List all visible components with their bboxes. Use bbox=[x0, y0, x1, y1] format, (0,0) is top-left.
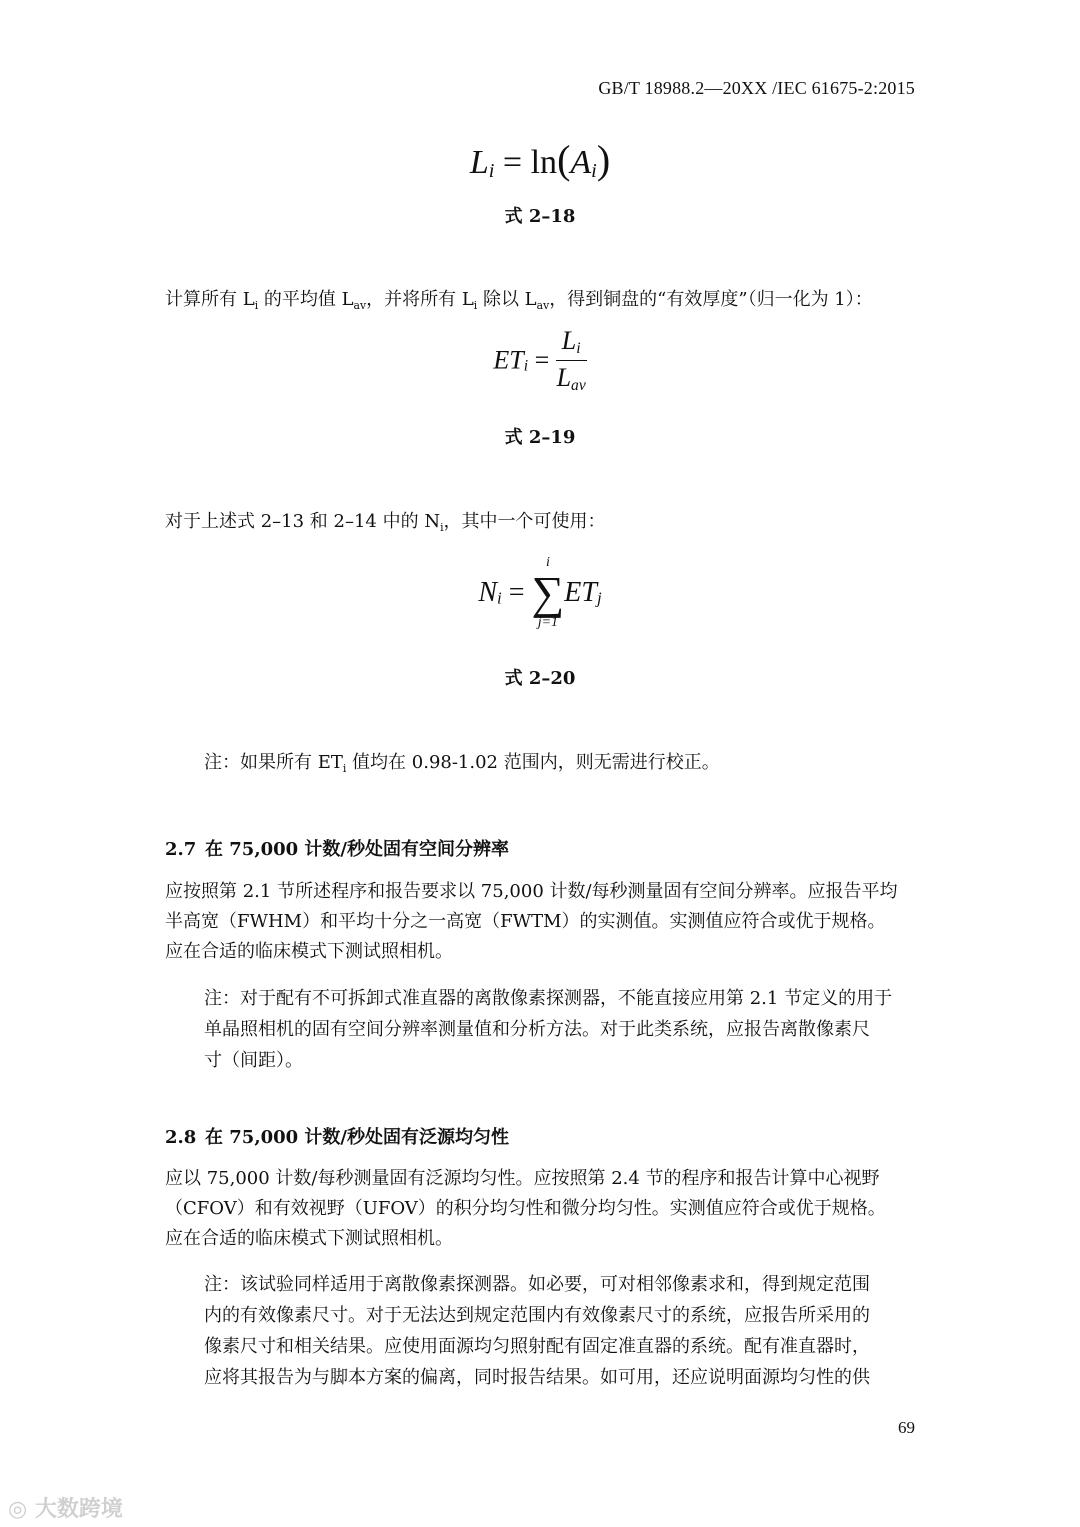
p2-text-a: 对于上述式 2–13 和 2–14 中的 N bbox=[165, 511, 441, 532]
eq20-term: ET bbox=[564, 577, 597, 608]
eq19-equals: = bbox=[534, 345, 550, 375]
p1-text-e: ，得到铜盘的“有效厚度”（归一化为 1）： bbox=[549, 289, 873, 310]
eq19-numerator bbox=[556, 326, 587, 361]
section-2-8-line-3: 应在合适的临床模式下测试照相机。 bbox=[165, 1228, 453, 1249]
section-2-7-body bbox=[165, 877, 925, 967]
section-2-8-number: 2.8 bbox=[165, 1127, 197, 1148]
section-2-7-heading bbox=[165, 835, 509, 861]
section-2-7-note bbox=[204, 983, 924, 1076]
section-2-7-note-line-2: 单晶照相机的固有空间分辨率测量值和分析方法。对于此类系统，应报告离散像素尺 bbox=[204, 1019, 870, 1040]
eq20-sum-symbol: ∑ bbox=[531, 567, 565, 618]
p1-text-b: 的平均值 L bbox=[258, 289, 354, 310]
section-2-8-heading bbox=[165, 1123, 509, 1149]
p1-text-c: ，并将所有 L bbox=[366, 289, 474, 310]
eq18-arg-sub: i bbox=[591, 160, 597, 182]
p1-text-a: 计算所有 L bbox=[165, 289, 255, 310]
section-2-7-line-3: 应在合适的临床模式下测试照相机。 bbox=[165, 941, 453, 962]
eq18-func: ln bbox=[530, 144, 558, 181]
p1-sub-1: i bbox=[254, 299, 259, 312]
equation-2-18 bbox=[0, 136, 1080, 183]
note1-text-b: 值均在 0.98-1.02 范围内，则无需进行校正。 bbox=[346, 752, 720, 773]
watermark-logo-icon: ◎ bbox=[8, 1497, 35, 1522]
paragraph-effective-thickness bbox=[165, 285, 925, 321]
eq18-arg: A bbox=[570, 144, 592, 181]
eq19-fraction bbox=[556, 326, 587, 395]
note1-text-a: 注：如果所有 ET bbox=[204, 752, 343, 773]
equation-2-19 bbox=[0, 326, 1080, 395]
section-2-7-line-1: 应按照第 2.1 节所述程序和报告要求以 75,000 计数/每秒测量固有空间分辨率。应报告平均 bbox=[165, 881, 898, 902]
eq20-equals: = bbox=[508, 577, 525, 608]
note1-sub: i bbox=[342, 762, 347, 775]
p1-sub-3: i bbox=[473, 299, 478, 312]
section-2-8-note-line-3: 像素尺寸和相关结果。应使用面源均匀照射配有固定准直器的系统。配有准直器时， bbox=[204, 1336, 870, 1357]
section-2-8-body bbox=[165, 1164, 925, 1254]
eq19-num-var: L bbox=[561, 326, 577, 355]
section-2-7-title: 在 75,000 计数/秒处固有空间分辨率 bbox=[205, 839, 509, 860]
page-number: 69 bbox=[898, 1418, 915, 1437]
eq18-open-paren: ( bbox=[557, 137, 571, 182]
equation-label-2-18: 式 2–18 bbox=[504, 206, 576, 227]
eq19-lhs-sub: i bbox=[523, 357, 529, 375]
section-2-8-title: 在 75,000 计数/秒处固有泛源均匀性 bbox=[205, 1127, 509, 1148]
p1-text-d: 除以 L bbox=[477, 289, 537, 310]
eq20-lhs-sub: i bbox=[497, 588, 502, 608]
eq18-close-paren: ) bbox=[596, 137, 611, 182]
section-2-7-note-line-3: 寸（间距）。 bbox=[204, 1050, 303, 1071]
eq19-denominator bbox=[556, 361, 587, 395]
section-2-8-note-line-1: 注：该试验同样适用于离散像素探测器。如必要，可对相邻像素求和，得到规定范围 bbox=[204, 1274, 870, 1295]
p1-sub-4: av bbox=[536, 299, 550, 312]
equation-label-2-20: 式 2–20 bbox=[504, 668, 576, 689]
eq19-lhs: ET bbox=[493, 345, 524, 375]
eq18-equals: = bbox=[502, 144, 523, 181]
eq20-sum-upper: i bbox=[545, 555, 550, 570]
section-2-7-number: 2.7 bbox=[165, 839, 197, 860]
section-2-8-note bbox=[204, 1269, 924, 1393]
eq19-num-sub: i bbox=[576, 340, 581, 357]
eq20-lhs: N bbox=[478, 577, 498, 608]
watermark-text: 大数跨境 bbox=[34, 1497, 123, 1522]
watermark bbox=[8, 1492, 123, 1523]
p1-sub-2: av bbox=[353, 299, 367, 312]
eq18-lhs: L bbox=[469, 144, 489, 181]
eq19-den-var: L bbox=[556, 363, 572, 392]
section-2-8-note-line-4: 应将其报告为与脚本方案的偏离，同时报告结果。如可用，还应说明面源均匀性的供 bbox=[204, 1367, 870, 1388]
eq20-summation bbox=[532, 556, 565, 630]
section-2-8-line-1: 应以 75,000 计数/每秒测量固有泛源均匀性。应按照第 2.4 节的程序和报告计算中心视野 bbox=[165, 1168, 880, 1189]
eq20-sum-lower: j=1 bbox=[537, 615, 559, 630]
section-2-8-line-2: （CFOV）和有效视野（UFOV）的积分均匀性和微分均匀性。实测值应符合或优于规格。 bbox=[165, 1198, 886, 1219]
section-2-8-note-line-2: 内的有效像素尺寸。对于无法达到规定范围内有效像素尺寸的系统，应报告所采用的 bbox=[204, 1305, 870, 1326]
p2-text-b: ，其中一个可使用： bbox=[443, 511, 606, 532]
equation-2-20 bbox=[0, 556, 1080, 630]
equation-label-2-19: 式 2–19 bbox=[504, 427, 576, 448]
section-2-7-note-line-1: 注：对于配有不可拆卸式准直器的离散像素探测器，不能直接应用第 2.1 节定义的用于 bbox=[204, 988, 893, 1009]
paragraph-ni-usage bbox=[165, 507, 925, 543]
eq20-term-sub: j bbox=[596, 588, 602, 608]
note-correction bbox=[204, 747, 924, 784]
section-2-7-line-2: 半高宽（FWHM）和平均十分之一高宽（FWTM）的实测值。实测值应符合或优于规格。 bbox=[165, 911, 886, 932]
eq18-lhs-sub: i bbox=[488, 160, 495, 182]
p2-sub: i bbox=[440, 521, 444, 534]
standard-code-header: GB/T 18988.2—20XX /IEC 61675-2:2015 bbox=[598, 78, 915, 98]
eq19-den-sub: av bbox=[571, 377, 586, 394]
